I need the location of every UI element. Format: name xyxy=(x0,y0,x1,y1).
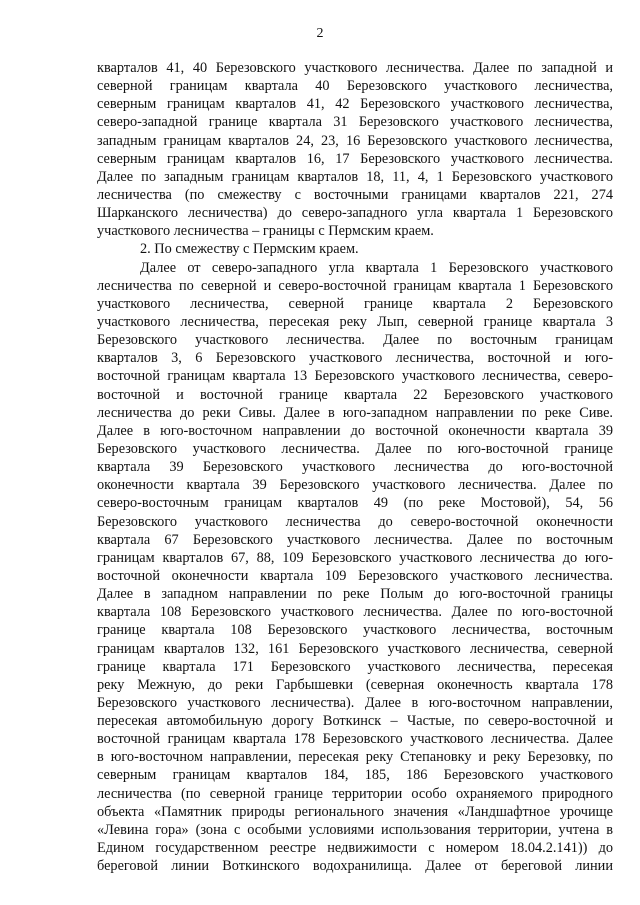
text-line: лесничества (по северной границе территории особо охраняемого природного xyxy=(97,785,613,802)
text-line: северо-западной границе квартала 31 Березовского участкового лесничества, xyxy=(97,114,613,131)
text-line: восточной оконечности квартала 109 Березовского участкового лесничества. xyxy=(97,567,613,584)
page-number: 2 xyxy=(316,26,324,41)
text-line: северной границам квартала 40 Березовского участкового лесничества, xyxy=(97,78,613,95)
text-line: квартала 108 Березовского участкового лесничества. Далее по юго-восточной xyxy=(97,604,613,621)
text-line: Березовского участкового лесничества. Далее по восточным границам xyxy=(97,332,613,349)
text-line: 2. По смежеству с Пермским краем. xyxy=(140,241,359,258)
text-line: северным границам кварталов 41, 42 Березовского участкового лесничества, xyxy=(97,96,613,113)
text-line: Едином государственном реестре недвижимости с номером 18.04.2.141)) до xyxy=(97,840,613,857)
text-line: в юго-восточном направлении, пересекая реку Степановку и реку Березовку, по xyxy=(97,749,613,766)
text-line: лесничества по северной и северо-восточной границам квартала 1 Березовского xyxy=(97,277,613,294)
text-line: границе квартала 108 Березовского участкового лесничества, восточным xyxy=(97,622,613,639)
text-line: границам кварталов 67, 88, 109 Березовского участкового лесничества до юго- xyxy=(97,549,613,566)
text-line: северным границам кварталов 184, 185, 186 Березовского участкового xyxy=(97,767,613,784)
text-line: пересекая автомобильную дорогу Воткинск – Частые, по северо-восточной и xyxy=(97,713,613,730)
document-body xyxy=(97,59,613,875)
text-line: Далее по западным границам кварталов 18, 11, 4, 1 Березовского участкового xyxy=(97,168,613,185)
text-line: оконечности квартала 39 Березовского участкового лесничества. Далее по xyxy=(97,477,613,494)
text-line: квартала 67 Березовского участкового лесничества. Далее по восточным xyxy=(97,531,613,548)
text-line: участкового лесничества – границы с Пермским краем. xyxy=(97,223,434,240)
text-line: границе квартала 171 Березовского участкового лесничества, пересекая xyxy=(97,658,613,675)
text-line: восточной границам квартала 13 Березовского участкового лесничества, северо- xyxy=(97,368,613,385)
text-line: восточной и восточной границе квартала 22 Березовского участкового xyxy=(97,386,613,403)
text-line: Березовского участкового лесничества до северо-восточной оконечности xyxy=(97,513,613,530)
text-line: Шарканского лесничества) до северо-западного угла квартала 1 Березовского xyxy=(97,205,613,222)
text-line: реку Межную, до реки Гарбышевки (северная оконечность квартала 178 xyxy=(97,676,613,693)
text-line: участкового лесничества, северной границе квартала 2 Березовского xyxy=(97,295,613,312)
text-line: кварталов 3, 6 Березовского участкового лесничества, восточной и юго- xyxy=(97,350,613,367)
text-line: Березовского участкового лесничества). Далее в юго-восточном направлении, xyxy=(97,694,613,711)
text-line: участкового лесничества, пересекая реку Лып, северной границе квартала 3 xyxy=(97,313,613,330)
text-line: северо-восточным границам кварталов 49 (по реке Мостовой), 54, 56 xyxy=(97,495,613,512)
text-line: восточной границам квартала 178 Березовского участкового лесничества. Далее xyxy=(97,731,613,748)
text-line: береговой линии Воткинского водохранилища. Далее от береговой линии xyxy=(97,858,613,875)
text-line: лесничества (по смежеству с восточными границами кварталов 221, 274 xyxy=(97,186,613,203)
text-line: границам кварталов 132, 161 Березовского участкового лесничества, северной xyxy=(97,640,613,657)
text-line: Березовского участкового лесничества. Далее по юго-восточной границе xyxy=(97,440,613,457)
text-line: Далее в западном направлении по реке Полым до юго-восточной границы xyxy=(97,586,613,603)
text-line: западным границам кварталов 24, 23, 16 Березовского участкового лесничества, xyxy=(97,132,613,149)
text-line: северным границам кварталов 16, 17 Березовского участкового лесничества. xyxy=(97,150,613,167)
text-line: Далее от северо-западного угла квартала 1 Березовского участкового xyxy=(140,259,613,276)
text-line: лесничества до реки Сивы. Далее в юго-западном направлении по реке Сиве. xyxy=(97,404,613,421)
text-line: кварталов 41, 40 Березовского участкового лесничества. Далее по западной и xyxy=(97,60,613,76)
text-line: Далее в юго-восточном направлении до восточной оконечности квартала 39 xyxy=(97,422,613,439)
text-line: квартала 39 Березовского участкового лесничества до юго-восточной xyxy=(97,459,613,476)
text-line: «Левина гора» (зона с особыми условиями использования территории, учтена в xyxy=(97,821,613,838)
text-line: объекта «Памятник природы регионального значения «Ландшафтное урочище xyxy=(97,803,613,820)
